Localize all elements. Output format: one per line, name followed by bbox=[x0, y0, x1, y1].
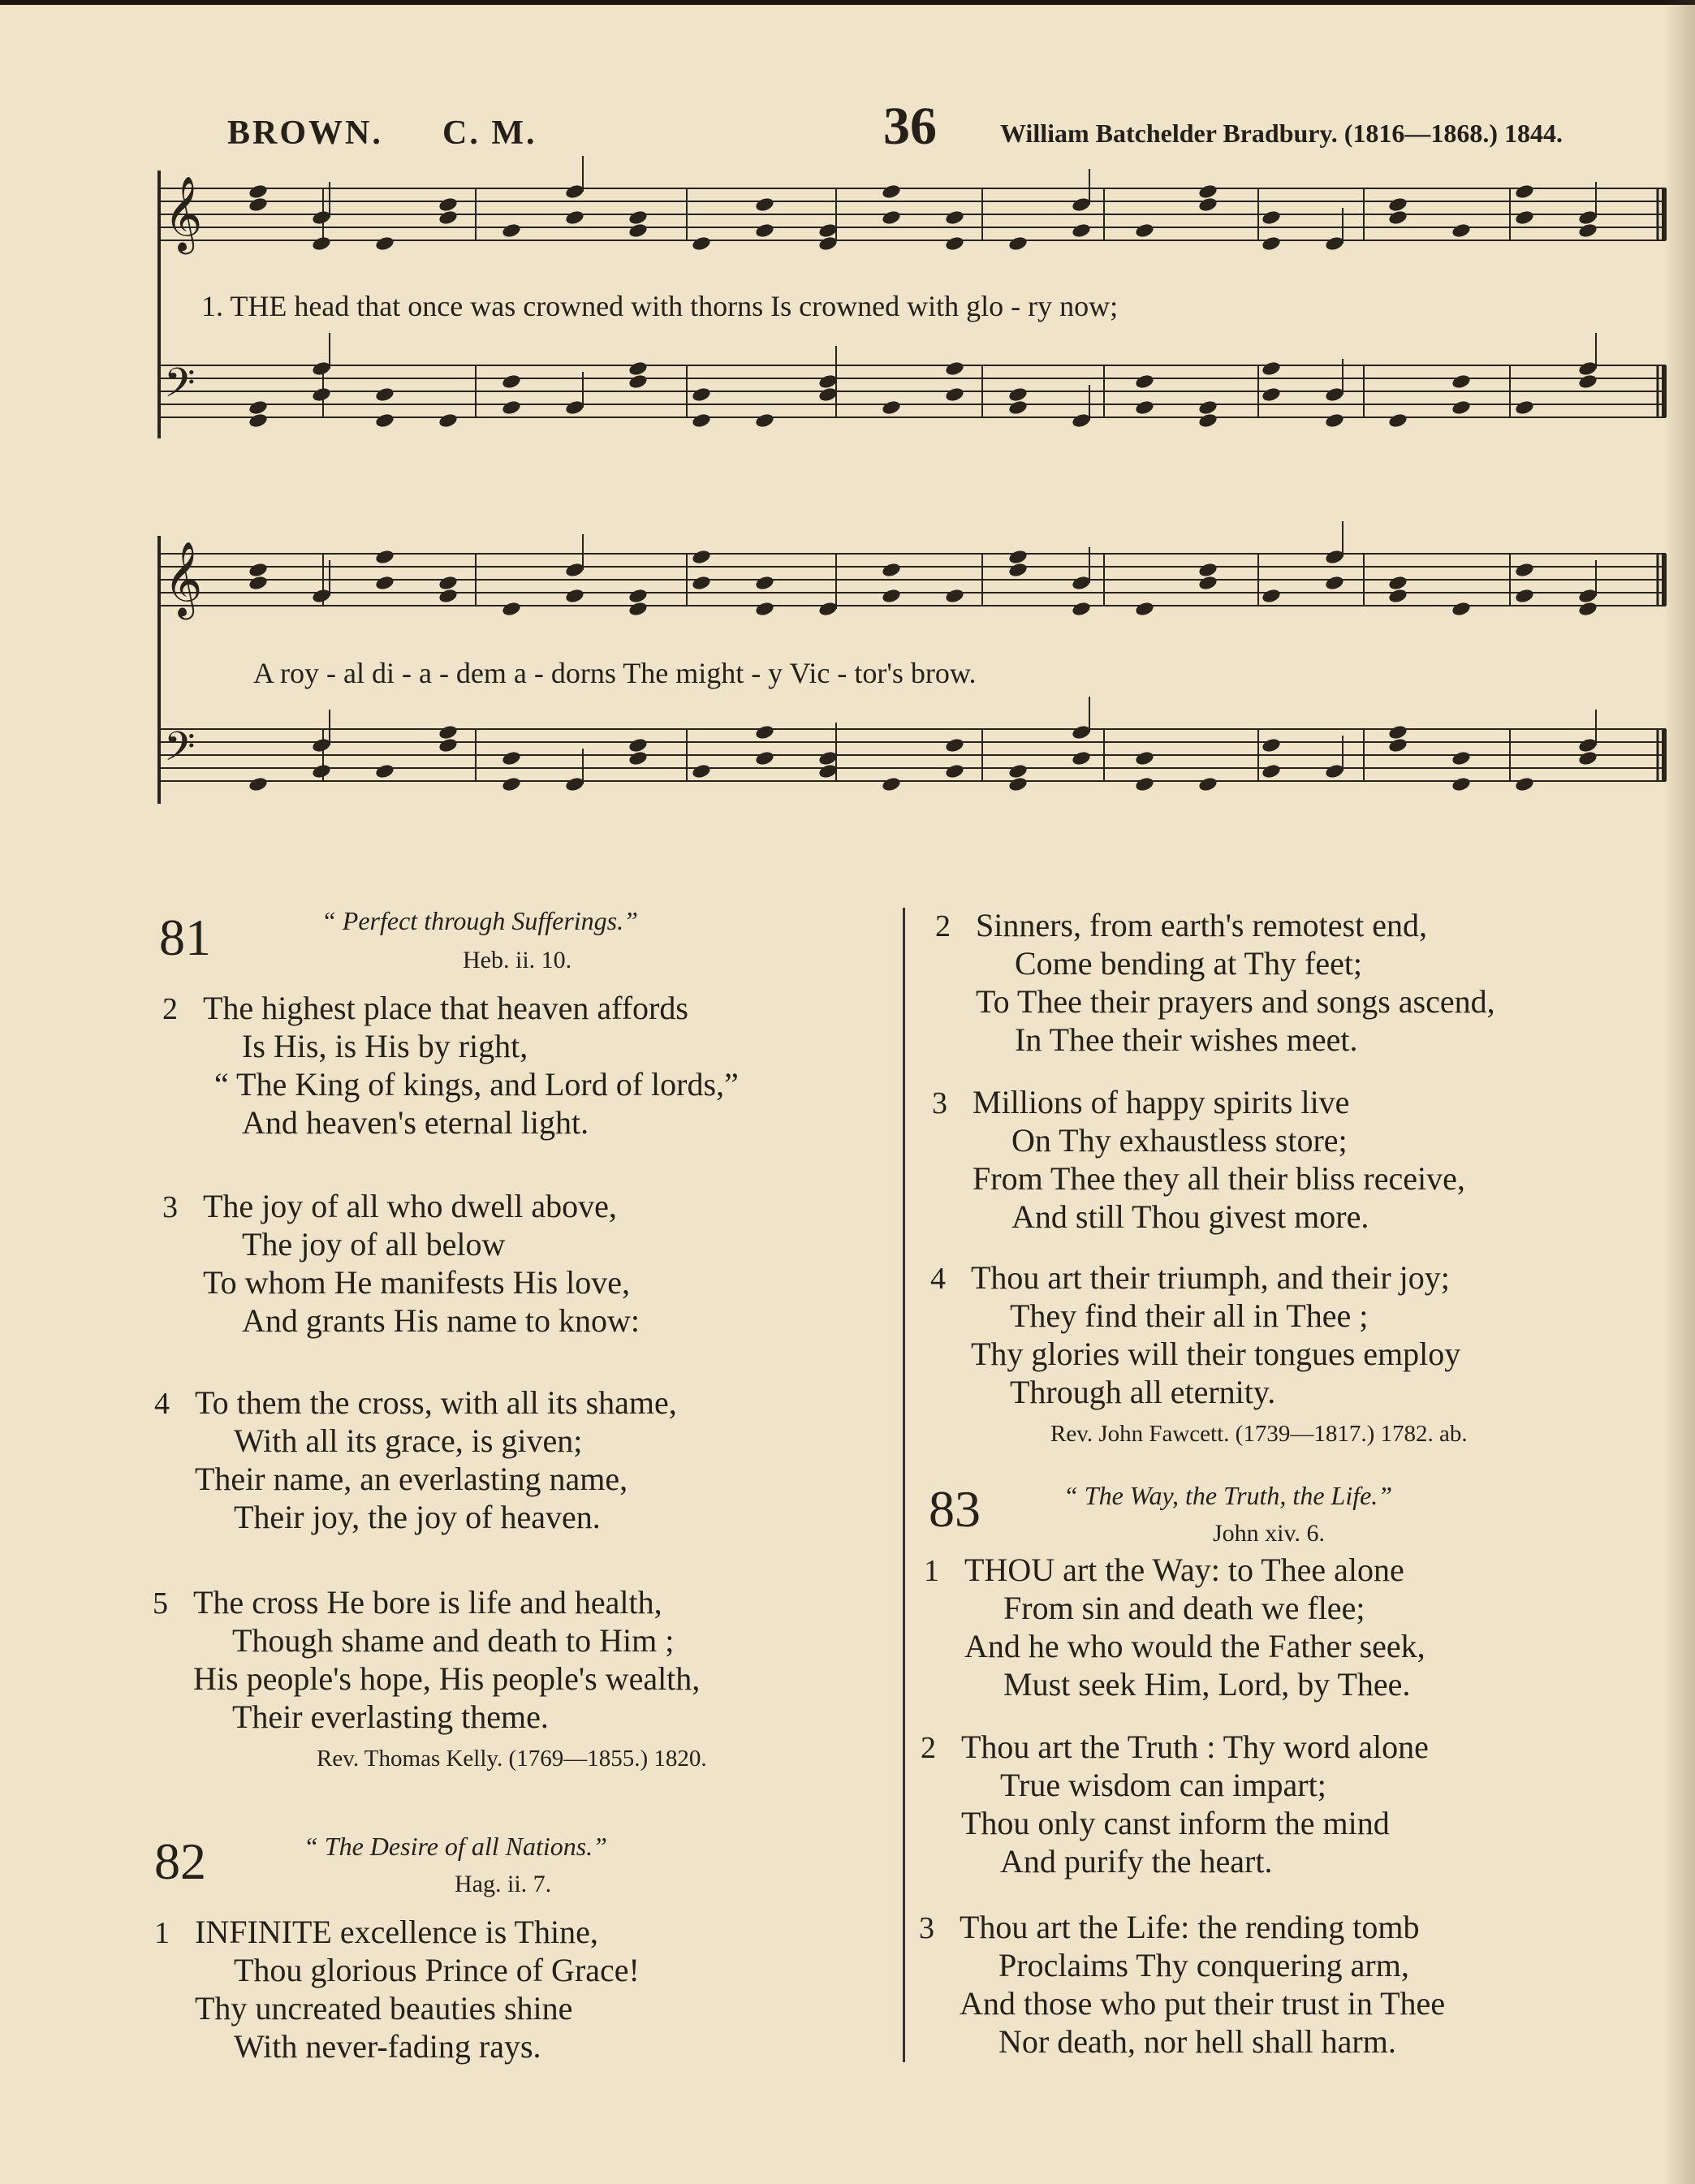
note-head bbox=[1134, 601, 1154, 618]
note-head bbox=[1071, 412, 1091, 429]
note-head bbox=[1007, 399, 1028, 417]
stanza-line: Sinners, from earth's remotest end, bbox=[976, 907, 1427, 943]
note-head bbox=[1387, 196, 1408, 214]
lyrics-system-1: 1. THE head that once was crowned with thorns Is crowned with glo - ry now; bbox=[201, 290, 1119, 322]
stanza-number: 3 bbox=[919, 1911, 934, 1945]
note-head bbox=[754, 222, 774, 240]
note-head bbox=[438, 412, 458, 429]
note-head bbox=[1324, 763, 1344, 780]
note-head bbox=[881, 776, 901, 793]
stanza bbox=[153, 1583, 701, 1736]
stanza-line: And purify the heart. bbox=[1000, 1843, 1273, 1880]
note-head bbox=[374, 386, 395, 404]
note-head bbox=[881, 183, 901, 201]
note-head bbox=[1197, 399, 1218, 417]
note-head bbox=[564, 562, 584, 579]
note-head bbox=[438, 196, 458, 214]
note-head bbox=[1577, 750, 1598, 767]
stanza-line: With never-fading rays. bbox=[234, 2028, 541, 2065]
note-head bbox=[817, 763, 838, 780]
note-head bbox=[1261, 386, 1281, 404]
note-head bbox=[754, 750, 774, 767]
note-head bbox=[1577, 209, 1598, 227]
stanza-line: And those who put their trust in Thee bbox=[960, 1985, 1446, 2022]
note-head bbox=[1261, 763, 1281, 780]
note-head bbox=[501, 750, 521, 767]
stanza-line: Thou art the Truth : Thy word alone bbox=[961, 1729, 1429, 1765]
stanza-line: Is His, is His by right, bbox=[242, 1028, 528, 1064]
note-head bbox=[564, 209, 584, 227]
composer-credit: William Batchelder Bradbury. (1816—1868.) 1844. bbox=[1000, 119, 1563, 148]
stanza-line: And grants His name to know: bbox=[242, 1302, 640, 1339]
scripture-reference: Heb. ii. 10. bbox=[463, 947, 572, 973]
note-head bbox=[881, 562, 901, 579]
note-head bbox=[1577, 601, 1598, 618]
note-head bbox=[501, 601, 521, 618]
note-head bbox=[628, 209, 648, 227]
stanza-line: True wisdom can impart; bbox=[1000, 1767, 1326, 1803]
stanza-line: With all its grace, is given; bbox=[234, 1422, 583, 1459]
note-head bbox=[438, 575, 458, 592]
note-head bbox=[1007, 386, 1028, 404]
note-head bbox=[501, 373, 521, 391]
note-head bbox=[628, 601, 648, 618]
stanza bbox=[930, 1258, 1461, 1411]
note-head bbox=[311, 763, 331, 780]
stanza-number: 2 bbox=[935, 909, 951, 943]
note-head bbox=[564, 183, 584, 201]
note-head bbox=[374, 575, 395, 592]
note-head bbox=[1007, 235, 1028, 252]
note-head bbox=[691, 235, 711, 252]
hymn-attribution: Rev. John Fawcett. (1739—1817.) 1782. ab. bbox=[1050, 1421, 1468, 1447]
stanza-number: 3 bbox=[162, 1190, 178, 1224]
note-head bbox=[1007, 776, 1028, 793]
note-head bbox=[438, 588, 458, 605]
stanza bbox=[935, 906, 1495, 1059]
stanza-line: Through all eternity. bbox=[1010, 1374, 1276, 1410]
treble-clef-icon: 𝄞 bbox=[164, 541, 203, 616]
stanza-line: Millions of happy spirits live bbox=[973, 1084, 1350, 1120]
stanza-line: From sin and death we flee; bbox=[1003, 1590, 1365, 1626]
stanza bbox=[924, 1551, 1425, 1703]
note-head bbox=[1197, 183, 1218, 201]
stanza-number: 4 bbox=[930, 1262, 946, 1296]
stanza-line: The joy of all below bbox=[242, 1226, 506, 1262]
note-head bbox=[817, 235, 838, 252]
note-head bbox=[1514, 399, 1534, 417]
stanza bbox=[932, 1083, 1465, 1236]
note-head bbox=[1261, 588, 1281, 605]
note-head bbox=[1197, 776, 1218, 793]
note-head bbox=[248, 183, 268, 201]
note-head bbox=[248, 196, 268, 214]
note-head bbox=[1324, 575, 1344, 592]
note-head bbox=[1197, 412, 1218, 429]
stanza-number: 2 bbox=[162, 992, 178, 1026]
note-head bbox=[1007, 549, 1028, 566]
note-head bbox=[501, 776, 521, 793]
note-head bbox=[1577, 737, 1598, 754]
note-head bbox=[1324, 412, 1344, 429]
note-head bbox=[754, 724, 774, 741]
note-head bbox=[1451, 222, 1471, 240]
stanza-line: Their everlasting theme. bbox=[232, 1698, 549, 1735]
stanza-line: Thou art the Life: the rending tomb bbox=[960, 1909, 1420, 1945]
note-head bbox=[1514, 183, 1534, 201]
hymn-title: “ The Desire of all Nations.” bbox=[304, 1832, 607, 1861]
stanza bbox=[919, 1908, 1446, 2061]
note-head bbox=[311, 235, 331, 252]
note-head bbox=[311, 737, 331, 754]
note-head bbox=[944, 235, 964, 252]
note-head bbox=[1387, 588, 1408, 605]
stanza bbox=[154, 1383, 677, 1536]
note-head bbox=[881, 399, 901, 417]
note-head bbox=[628, 373, 648, 391]
note-head bbox=[1007, 562, 1028, 579]
note-head bbox=[1261, 235, 1281, 252]
note-head bbox=[944, 209, 964, 227]
stanza-line: To them the cross, with all its shame, bbox=[195, 1384, 677, 1421]
stanza-line: Nor death, nor hell shall harm. bbox=[998, 2023, 1396, 2060]
stanza bbox=[162, 989, 739, 1142]
treble-clef-icon: 𝄞 bbox=[164, 175, 203, 251]
note-head bbox=[1197, 196, 1218, 214]
stanza-line: And heaven's eternal light. bbox=[242, 1104, 589, 1141]
note-head bbox=[438, 724, 458, 741]
stanza-line: Thy glories will their tongues employ bbox=[971, 1336, 1461, 1372]
stanza-line: THOU art the Way: to Thee alone bbox=[964, 1552, 1404, 1588]
note-head bbox=[438, 737, 458, 754]
lyrics-system-2: A roy - al di - a - dem a - dorns The might - y Vic - tor's brow. bbox=[253, 657, 977, 689]
note-head bbox=[1387, 724, 1408, 741]
bass-clef-icon: 𝄢 bbox=[164, 360, 196, 417]
stanza-line: In Thee their wishes meet. bbox=[1015, 1021, 1358, 1058]
note-head bbox=[691, 763, 711, 780]
stanza-line: “ The King of kings, and Lord of lords,” bbox=[214, 1066, 739, 1103]
stanza-line: INFINITE excellence is Thine, bbox=[195, 1914, 598, 1950]
note-head bbox=[1387, 737, 1408, 754]
note-head bbox=[1134, 399, 1154, 417]
note-head bbox=[1387, 575, 1408, 592]
stanza-number: 4 bbox=[154, 1387, 170, 1421]
note-head bbox=[691, 386, 711, 404]
note-head bbox=[1071, 601, 1091, 618]
stanza bbox=[921, 1728, 1429, 1880]
note-head bbox=[1451, 399, 1471, 417]
note-head bbox=[248, 412, 268, 429]
note-head bbox=[311, 360, 331, 378]
stanza-number: 5 bbox=[153, 1586, 168, 1621]
note-head bbox=[754, 412, 774, 429]
hymn-title: “ The Way, the Truth, the Life.” bbox=[1063, 1481, 1393, 1510]
bass-clef-icon: 𝄢 bbox=[164, 723, 196, 780]
note-head bbox=[754, 196, 774, 214]
note-head bbox=[754, 601, 774, 618]
note-head bbox=[564, 776, 584, 793]
note-head bbox=[881, 588, 901, 605]
note-head bbox=[311, 386, 331, 404]
note-head bbox=[817, 601, 838, 618]
note-head bbox=[817, 373, 838, 391]
note-head bbox=[1261, 737, 1281, 754]
stanza-line: From Thee they all their bliss receive, bbox=[973, 1160, 1465, 1197]
note-head bbox=[1071, 196, 1091, 214]
note-head bbox=[944, 588, 964, 605]
stanza-line: The joy of all who dwell above, bbox=[203, 1188, 617, 1224]
hymn-title: “ Perfect through Sufferings.” bbox=[321, 906, 638, 935]
stanza-number: 1 bbox=[154, 1916, 170, 1950]
note-head bbox=[1451, 776, 1471, 793]
note-head bbox=[817, 222, 838, 240]
note-head bbox=[691, 412, 711, 429]
note-head bbox=[628, 360, 648, 378]
stanza-line: Though shame and death to Him ; bbox=[232, 1622, 675, 1659]
note-head bbox=[628, 222, 648, 240]
note-head bbox=[1577, 588, 1598, 605]
note-head bbox=[1451, 750, 1471, 767]
note-head bbox=[1451, 373, 1471, 391]
stanza-line: Their joy, the joy of heaven. bbox=[234, 1499, 601, 1535]
hymn-number: 82 bbox=[154, 1832, 206, 1890]
stanza-line: On Thy exhaustless store; bbox=[1011, 1122, 1348, 1159]
note-head bbox=[1261, 360, 1281, 378]
stanza-line: And he who would the Father seek, bbox=[964, 1628, 1425, 1664]
stanza-line: Their name, an everlasting name, bbox=[195, 1461, 628, 1497]
note-head bbox=[1451, 601, 1471, 618]
note-head bbox=[248, 399, 268, 417]
note-head bbox=[944, 763, 964, 780]
stanza bbox=[162, 1187, 640, 1340]
note-head bbox=[691, 575, 711, 592]
page-number: 36 bbox=[883, 97, 937, 156]
note-head bbox=[1071, 222, 1091, 240]
tune-name: BROWN. bbox=[227, 114, 383, 152]
note-head bbox=[501, 399, 521, 417]
note-head bbox=[1324, 386, 1344, 404]
stanza-number: 3 bbox=[932, 1086, 947, 1120]
note-head bbox=[1071, 750, 1091, 767]
stanza-line: The cross He bore is life and health, bbox=[193, 1584, 662, 1621]
stanza-line: Thou only canst inform the mind bbox=[961, 1805, 1390, 1841]
note-head bbox=[564, 399, 584, 417]
note-head bbox=[1514, 588, 1534, 605]
note-head bbox=[1134, 750, 1154, 767]
note-head bbox=[1387, 412, 1408, 429]
note-head bbox=[628, 750, 648, 767]
note-head bbox=[1514, 562, 1534, 579]
note-head bbox=[817, 386, 838, 404]
note-head bbox=[1134, 373, 1154, 391]
note-head bbox=[1197, 562, 1218, 579]
stanza-line: And still Thou givest more. bbox=[1011, 1198, 1369, 1235]
note-head bbox=[628, 588, 648, 605]
note-head bbox=[944, 360, 964, 378]
tune-meter: C. M. bbox=[442, 114, 537, 152]
stanza-line: To whom He manifests His love, bbox=[203, 1264, 631, 1301]
stanza-number: 1 bbox=[924, 1554, 939, 1588]
note-head bbox=[1514, 209, 1534, 227]
note-head bbox=[438, 209, 458, 227]
hymn-number: 83 bbox=[929, 1480, 981, 1538]
note-head bbox=[1577, 360, 1598, 378]
note-head bbox=[248, 562, 268, 579]
column-divider bbox=[903, 908, 905, 2062]
stanza-line: They find their all in Thee ; bbox=[1010, 1297, 1369, 1334]
note-head bbox=[1514, 776, 1534, 793]
stanza-line: Proclaims Thy conquering arm, bbox=[998, 1947, 1409, 1983]
scripture-reference: Hag. ii. 7. bbox=[455, 1871, 552, 1897]
stanza bbox=[154, 1913, 640, 2065]
note-head bbox=[1577, 222, 1598, 240]
music-score bbox=[0, 0, 1695, 861]
stanza-line: The highest place that heaven affords bbox=[203, 990, 688, 1026]
note-head bbox=[374, 549, 395, 566]
note-head bbox=[1071, 724, 1091, 741]
scripture-reference: John xiv. 6. bbox=[1213, 1520, 1326, 1547]
stanza-number: 2 bbox=[921, 1731, 936, 1765]
note-head bbox=[248, 776, 268, 793]
note-head bbox=[1261, 209, 1281, 227]
note-head bbox=[628, 737, 648, 754]
note-head bbox=[1134, 776, 1154, 793]
note-head bbox=[564, 588, 584, 605]
note-head bbox=[1387, 209, 1408, 227]
note-head bbox=[1324, 235, 1344, 252]
note-head bbox=[374, 235, 395, 252]
note-head bbox=[1197, 575, 1218, 592]
hymn-number: 81 bbox=[159, 909, 211, 966]
note-head bbox=[1577, 373, 1598, 391]
stanza-line: Thy uncreated beauties shine bbox=[195, 1990, 573, 2026]
note-head bbox=[1007, 763, 1028, 780]
note-head bbox=[944, 737, 964, 754]
note-head bbox=[501, 222, 521, 240]
stanza-line: Must seek Him, Lord, by Thee. bbox=[1003, 1666, 1411, 1703]
note-head bbox=[311, 588, 331, 605]
note-head bbox=[311, 209, 331, 227]
note-head bbox=[881, 209, 901, 227]
note-head bbox=[817, 750, 838, 767]
note-head bbox=[1071, 575, 1091, 592]
stanza-line: Thou glorious Prince of Grace! bbox=[234, 1952, 640, 1988]
note-head bbox=[754, 575, 774, 592]
note-head bbox=[374, 763, 395, 780]
stanza-line: To Thee their prayers and songs ascend, bbox=[976, 983, 1495, 1020]
note-head bbox=[374, 412, 395, 429]
note-head bbox=[248, 575, 268, 592]
note-head bbox=[944, 386, 964, 404]
note-head bbox=[1134, 222, 1154, 240]
stanza-line: Thou art their triumph, and their joy; bbox=[971, 1259, 1450, 1296]
stanza-line: Come bending at Thy feet; bbox=[1015, 945, 1363, 982]
note-head bbox=[691, 549, 711, 566]
hymn-attribution: Rev. Thomas Kelly. (1769—1855.) 1820. bbox=[317, 1746, 707, 1772]
note-head bbox=[1324, 549, 1344, 566]
stanza-line: His people's hope, His people's wealth, bbox=[193, 1660, 701, 1697]
